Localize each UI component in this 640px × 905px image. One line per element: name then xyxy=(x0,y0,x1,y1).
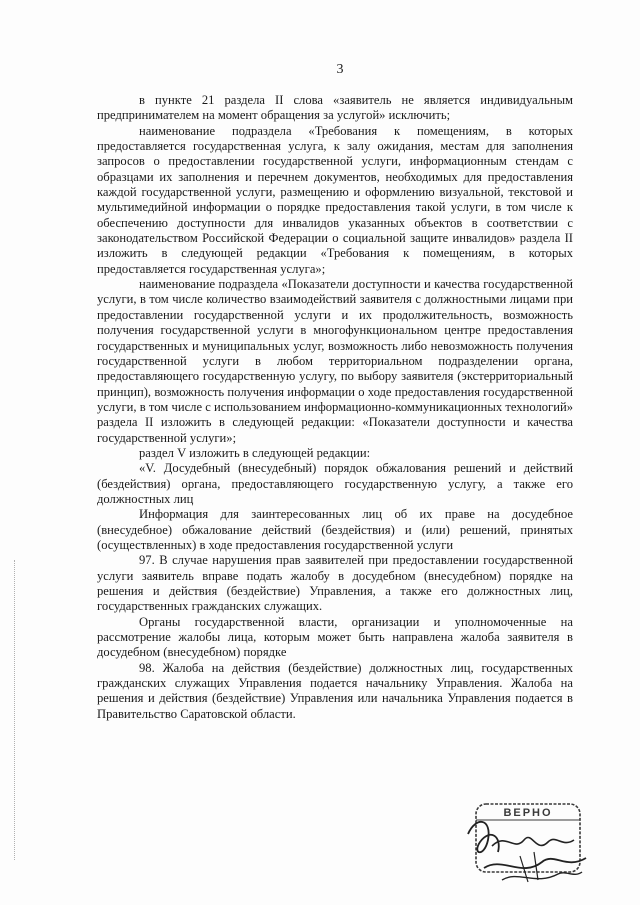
verified-stamp-signature xyxy=(462,796,590,890)
margin-scan-marks xyxy=(14,560,17,860)
paragraph-authorities-heading: Органы государственной власти, организации и уполномоченные на рассмотрение жалобы лица, которым может быть направлена жалоба заявителя в досудебном (внесудебном) порядке xyxy=(97,614,573,660)
svg-text:ВЕРНО: ВЕРНО xyxy=(503,807,553,819)
paragraph-item-21-amendment: в пункте 21 раздела II слова «заявитель не является индивидуальным предпринимателем на момент обращения за услугой» исключить; xyxy=(97,93,573,123)
paragraph-section-v-heading: «V. Досудебный (внесудебный) порядок обжалования решений и действий (бездействия) органа, предоставляющего государственную услугу, а также его должностных лиц xyxy=(97,461,573,506)
paragraph-item-97: 97. В случае нарушения прав заявителей при предоставлении государственной услуги заявитель вправе подать жалобу в досудебном (внесудебном) порядке на решения и действия (бездействие) Управления, а также его должностных лиц, государственных гражданских служащих. xyxy=(97,553,573,614)
paragraph-availability-indicators: наименование подраздела «Показатели доступности и качества государственной услуги, в том числе количество взаимодействий заявителя с должностными лицами при предоставлении государственной услуги и их продолжительность, возможность получения государственной услуги в многофункциональном центре предоставления государственных и муниципальных услуг, возможность либо невозможность получения государственной услуги в любом территориальном подразделении органа, предоставляющего государственную услугу, по выбору заявителя (экстерриториальный принцип), возможность получения информации о ходе предоставления государственной услуги, в том числе с использованием информационно-коммуникационных технологий» раздела II изложить в следующей редакции: «Показатели доступности и качества государственной услуги»; xyxy=(97,277,573,445)
document-body xyxy=(97,93,573,722)
paragraph-information-heading: Информация для заинтересованных лиц об их праве на досудебное (внесудебное) обжалование действий (бездействия) и (или) решений, принятых (осуществленных) в ходе предоставления государственной услуги xyxy=(97,507,573,552)
paragraph-item-98: 98. Жалоба на действия (бездействие) должностных лиц, государственных гражданских служащих Управления подается начальнику Управления. Жалоба на решения и действия (бездействие) Управления или начальника Управления подается в Правительство Саратовской области. xyxy=(97,660,573,721)
paragraph-section-v-intro: раздел V изложить в следующей редакции: xyxy=(139,445,371,460)
page-number: 3 xyxy=(336,62,344,77)
paragraph-premises-requirements: наименование подраздела «Требования к помещениям, в которых предоставляется государственная услуга, к залу ожидания, местам для заполнения запросов о предоставлении государственной услуги, информационным стендам с образцами их заполнения и перечнем документов, необходимых для предоставления каждой государственной услуги, размещению и оформлению визуальной, текстовой и мультимедийной информации о порядке предоставления такой услуги, в том числе к обеспечению доступности для инвалидов указанных объектов в соответствии с законодательством Российской Федерации о социальной защите инвалидов» раздела II изложить в следующей редакции «Требования к помещениям, в которых предоставляется государственная услуга»; xyxy=(97,123,573,276)
